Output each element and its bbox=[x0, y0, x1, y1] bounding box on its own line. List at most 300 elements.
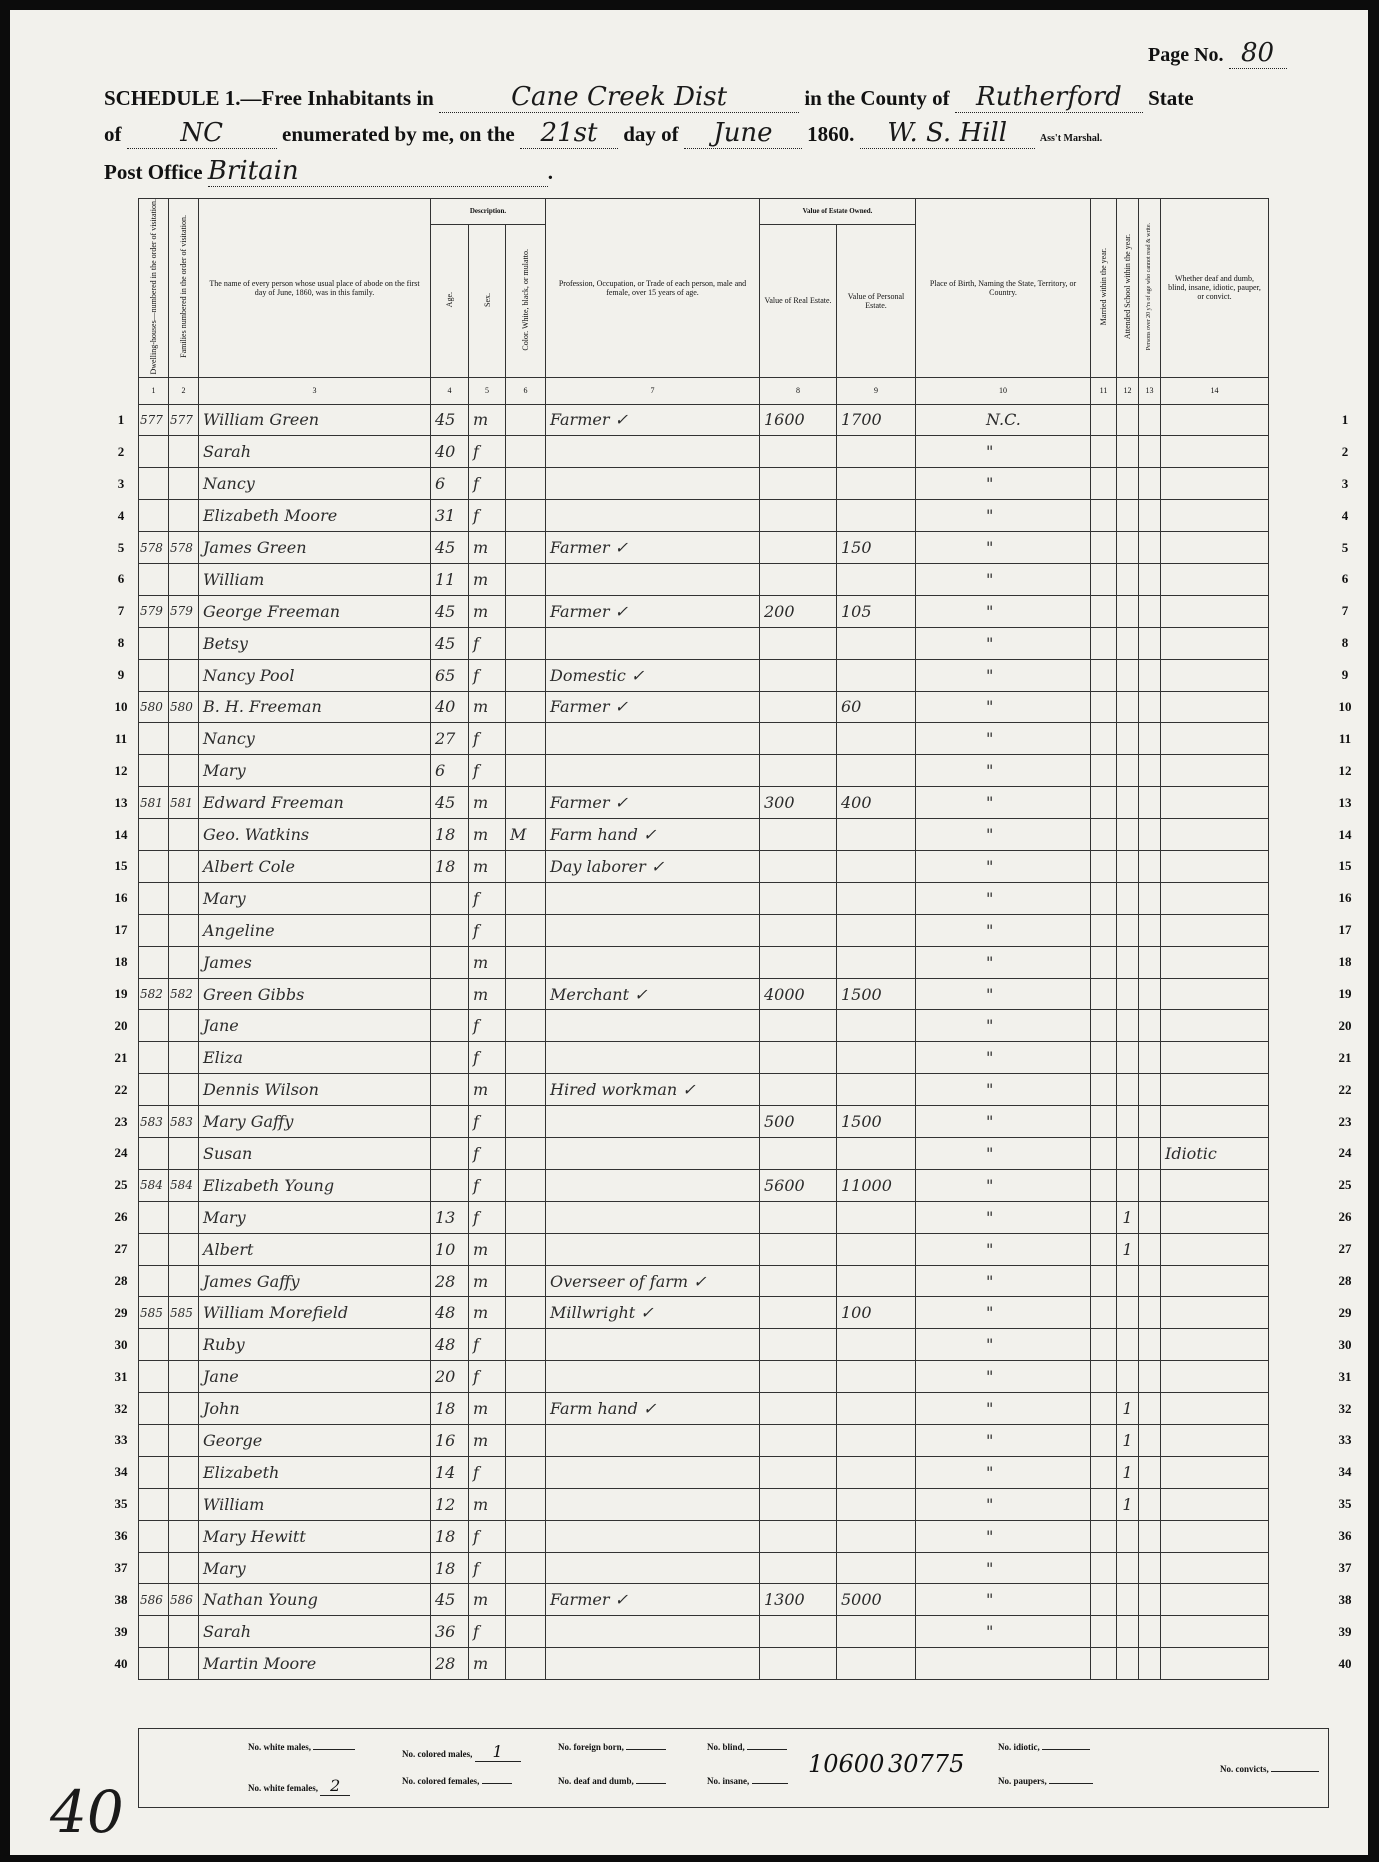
real-estate-cell bbox=[760, 500, 837, 532]
family-cell bbox=[169, 1074, 199, 1106]
dwelling-cell bbox=[139, 1265, 169, 1297]
married-cell bbox=[1091, 1106, 1117, 1138]
family-cell bbox=[169, 882, 199, 914]
total-colored-males: No. colored males, 1 bbox=[402, 1742, 521, 1762]
infirmity-cell bbox=[1161, 691, 1269, 723]
real-estate-cell: 500 bbox=[760, 1106, 837, 1138]
dwelling-cell: 580 bbox=[139, 691, 169, 723]
infirmity-cell bbox=[1161, 1201, 1269, 1233]
color-cell bbox=[506, 1329, 546, 1361]
dwelling-cell bbox=[139, 851, 169, 883]
age-cell: 12 bbox=[431, 1488, 469, 1520]
school-cell bbox=[1117, 563, 1139, 595]
sex-cell: f bbox=[469, 755, 506, 787]
sex-cell: f bbox=[469, 1201, 506, 1233]
illiterate-cell bbox=[1139, 723, 1161, 755]
row-number-left: 3 bbox=[117, 475, 125, 491]
table-row bbox=[139, 1074, 1269, 1106]
family-cell bbox=[169, 563, 199, 595]
total-personal-estate: 30775 bbox=[888, 1750, 965, 1778]
birthplace-cell: " bbox=[916, 1265, 1091, 1297]
row-number-left: 13 bbox=[114, 794, 128, 810]
family-cell bbox=[169, 1329, 199, 1361]
sex-cell: f bbox=[469, 468, 506, 500]
infirmity-cell bbox=[1161, 1233, 1269, 1265]
occupation-cell bbox=[546, 468, 760, 500]
table-row bbox=[139, 1169, 1269, 1201]
row-number-right: 1 bbox=[1341, 411, 1349, 427]
infirmity-cell bbox=[1161, 1393, 1269, 1425]
illiterate-cell bbox=[1139, 627, 1161, 659]
personal-estate-cell bbox=[837, 1042, 916, 1074]
married-cell bbox=[1091, 851, 1117, 883]
table-row bbox=[139, 946, 1269, 978]
infirmity-cell bbox=[1161, 914, 1269, 946]
sex-cell: m bbox=[469, 1297, 506, 1329]
real-estate-cell bbox=[760, 1520, 837, 1552]
table-row bbox=[139, 787, 1269, 819]
married-cell bbox=[1091, 627, 1117, 659]
personal-estate-cell bbox=[837, 627, 916, 659]
dwelling-cell: 577 bbox=[139, 404, 169, 436]
school-cell bbox=[1117, 1361, 1139, 1393]
table-row bbox=[139, 1106, 1269, 1138]
real-estate-cell bbox=[760, 1456, 837, 1488]
marshal-field: W. S. Hill bbox=[860, 118, 1035, 149]
dwelling-cell bbox=[139, 1361, 169, 1393]
family-cell bbox=[169, 627, 199, 659]
row-number-right: 9 bbox=[1341, 667, 1349, 683]
age-cell: 45 bbox=[431, 595, 469, 627]
married-cell bbox=[1091, 882, 1117, 914]
married-cell bbox=[1091, 1361, 1117, 1393]
col-head-real-estate: Value of Real Estate. bbox=[760, 225, 837, 377]
real-estate-cell bbox=[760, 946, 837, 978]
infirmity-cell bbox=[1161, 1584, 1269, 1616]
row-number-right: 13 bbox=[1338, 794, 1352, 810]
sex-cell: f bbox=[469, 1169, 506, 1201]
name-cell: Sarah bbox=[199, 1616, 431, 1648]
table-row bbox=[139, 1265, 1269, 1297]
sex-cell: f bbox=[469, 659, 506, 691]
table-row bbox=[139, 436, 1269, 468]
row-number-right: 20 bbox=[1338, 1017, 1352, 1033]
married-cell bbox=[1091, 500, 1117, 532]
dwelling-cell: 584 bbox=[139, 1169, 169, 1201]
table-row bbox=[139, 1361, 1269, 1393]
personal-estate-cell: 11000 bbox=[837, 1169, 916, 1201]
infirmity-cell: Idiotic bbox=[1161, 1138, 1269, 1170]
dwelling-cell bbox=[139, 468, 169, 500]
of-label: of bbox=[104, 122, 122, 146]
row-number-left: 19 bbox=[114, 986, 128, 1001]
dwelling-cell bbox=[139, 819, 169, 851]
column-number: 6 bbox=[506, 377, 546, 404]
personal-estate-cell: 105 bbox=[837, 595, 916, 627]
table-row bbox=[139, 1425, 1269, 1457]
table-row bbox=[139, 1584, 1269, 1616]
col-head-married: Married within the year. bbox=[1091, 199, 1117, 378]
birthplace-cell: " bbox=[916, 882, 1091, 914]
row-number-left: 20 bbox=[114, 1017, 128, 1033]
married-cell bbox=[1091, 1329, 1117, 1361]
birthplace-cell: " bbox=[916, 691, 1091, 723]
dwelling-cell bbox=[139, 1233, 169, 1265]
schedule-line bbox=[104, 82, 1194, 113]
state-label: State bbox=[1148, 86, 1194, 110]
birthplace-cell: " bbox=[916, 946, 1091, 978]
occupation-cell bbox=[546, 1201, 760, 1233]
col-head-age: Age. bbox=[431, 225, 469, 377]
color-cell bbox=[506, 627, 546, 659]
name-cell: William Green bbox=[199, 404, 431, 436]
row-number-right: 29 bbox=[1338, 1304, 1352, 1320]
column-number: 4 bbox=[431, 377, 469, 404]
married-cell bbox=[1091, 1425, 1117, 1457]
sex-cell: m bbox=[469, 1393, 506, 1425]
age-cell: 18 bbox=[431, 1520, 469, 1552]
infirmity-cell bbox=[1161, 468, 1269, 500]
row-number-right: 8 bbox=[1341, 635, 1349, 651]
real-estate-cell bbox=[760, 755, 837, 787]
row-number-right: 26 bbox=[1338, 1209, 1352, 1225]
married-cell bbox=[1091, 659, 1117, 691]
birthplace-cell: " bbox=[916, 1616, 1091, 1648]
real-estate-cell: 1300 bbox=[760, 1584, 837, 1616]
age-cell: 10 bbox=[431, 1233, 469, 1265]
color-cell: M bbox=[506, 819, 546, 851]
row-number-right: 3 bbox=[1341, 475, 1349, 491]
family-cell bbox=[169, 851, 199, 883]
color-cell bbox=[506, 787, 546, 819]
birthplace-cell: " bbox=[916, 563, 1091, 595]
age-cell: 13 bbox=[431, 1201, 469, 1233]
illiterate-cell bbox=[1139, 819, 1161, 851]
personal-estate-cell bbox=[837, 723, 916, 755]
family-cell bbox=[169, 659, 199, 691]
row-number-left: 21 bbox=[114, 1049, 128, 1065]
personal-estate-cell bbox=[837, 1488, 916, 1520]
birthplace-cell: " bbox=[916, 1297, 1091, 1329]
name-cell: Ruby bbox=[199, 1329, 431, 1361]
married-cell bbox=[1091, 1201, 1117, 1233]
row-number-left: 15 bbox=[114, 858, 128, 874]
real-estate-cell bbox=[760, 1297, 837, 1329]
family-cell bbox=[169, 1233, 199, 1265]
occupation-cell bbox=[546, 914, 760, 946]
school-cell bbox=[1117, 1552, 1139, 1584]
year-label: 1860. bbox=[807, 122, 855, 146]
real-estate-cell bbox=[760, 1425, 837, 1457]
color-cell bbox=[506, 659, 546, 691]
color-cell bbox=[506, 978, 546, 1010]
table-row bbox=[139, 627, 1269, 659]
real-estate-cell bbox=[760, 1042, 837, 1074]
school-cell bbox=[1117, 1329, 1139, 1361]
occupation-cell bbox=[546, 1169, 760, 1201]
row-number-right: 21 bbox=[1338, 1049, 1352, 1065]
school-cell bbox=[1117, 1106, 1139, 1138]
sex-cell: f bbox=[469, 1552, 506, 1584]
occupation-cell bbox=[546, 1361, 760, 1393]
color-cell bbox=[506, 1138, 546, 1170]
infirmity-cell bbox=[1161, 1488, 1269, 1520]
school-cell bbox=[1117, 691, 1139, 723]
age-cell bbox=[431, 914, 469, 946]
name-cell: Edward Freeman bbox=[199, 787, 431, 819]
county-label: in the County of bbox=[804, 86, 950, 110]
birthplace-cell: " bbox=[916, 436, 1091, 468]
column-number: 11 bbox=[1091, 377, 1117, 404]
color-cell bbox=[506, 723, 546, 755]
column-number: 3 bbox=[199, 377, 431, 404]
row-number-right: 34 bbox=[1338, 1464, 1352, 1480]
illiterate-cell bbox=[1139, 691, 1161, 723]
real-estate-cell bbox=[760, 691, 837, 723]
row-number-left: 30 bbox=[114, 1336, 128, 1352]
illiterate-cell bbox=[1139, 532, 1161, 564]
married-cell bbox=[1091, 914, 1117, 946]
school-cell bbox=[1117, 978, 1139, 1010]
married-cell bbox=[1091, 755, 1117, 787]
real-estate-cell bbox=[760, 882, 837, 914]
birthplace-cell: " bbox=[916, 1233, 1091, 1265]
row-number-left: 38 bbox=[114, 1591, 128, 1607]
infirmity-cell bbox=[1161, 1616, 1269, 1648]
family-cell: 586 bbox=[169, 1584, 199, 1616]
personal-estate-cell bbox=[837, 659, 916, 691]
occupation-cell: Millwright ✓ bbox=[546, 1297, 760, 1329]
total-convicts: No. convicts, bbox=[1220, 1764, 1319, 1774]
name-cell: William Morefield bbox=[199, 1297, 431, 1329]
table-row bbox=[139, 659, 1269, 691]
dwelling-cell bbox=[139, 1520, 169, 1552]
table-row bbox=[139, 532, 1269, 564]
family-cell bbox=[169, 1425, 199, 1457]
personal-estate-cell bbox=[837, 1552, 916, 1584]
married-cell bbox=[1091, 595, 1117, 627]
name-cell: Martin Moore bbox=[199, 1648, 431, 1680]
totals-frame bbox=[138, 1728, 1329, 1808]
school-cell bbox=[1117, 468, 1139, 500]
personal-estate-cell bbox=[837, 1425, 916, 1457]
school-cell bbox=[1117, 1169, 1139, 1201]
color-cell bbox=[506, 404, 546, 436]
table-row bbox=[139, 1648, 1269, 1680]
color-cell bbox=[506, 500, 546, 532]
table-row bbox=[139, 1042, 1269, 1074]
total-paupers: No. paupers, bbox=[998, 1776, 1093, 1786]
personal-estate-cell bbox=[837, 1520, 916, 1552]
post-office-field: Britain bbox=[208, 156, 548, 187]
column-number: 7 bbox=[546, 377, 760, 404]
sex-cell: m bbox=[469, 1265, 506, 1297]
infirmity-cell bbox=[1161, 627, 1269, 659]
married-cell bbox=[1091, 1616, 1117, 1648]
infirmity-cell bbox=[1161, 851, 1269, 883]
married-cell bbox=[1091, 1233, 1117, 1265]
name-cell: Albert Cole bbox=[199, 851, 431, 883]
column-number: 2 bbox=[169, 377, 199, 404]
sex-cell: f bbox=[469, 1616, 506, 1648]
school-cell bbox=[1117, 787, 1139, 819]
row-number-right: 40 bbox=[1338, 1655, 1352, 1671]
school-cell bbox=[1117, 1074, 1139, 1106]
married-cell bbox=[1091, 1456, 1117, 1488]
table-row bbox=[139, 1456, 1269, 1488]
age-cell: 45 bbox=[431, 787, 469, 819]
row-number-right: 35 bbox=[1338, 1496, 1352, 1512]
name-cell: Green Gibbs bbox=[199, 978, 431, 1010]
row-number-right: 36 bbox=[1338, 1528, 1352, 1544]
occupation-cell: Merchant ✓ bbox=[546, 978, 760, 1010]
age-cell bbox=[431, 946, 469, 978]
age-cell: 45 bbox=[431, 1584, 469, 1616]
school-cell bbox=[1117, 1520, 1139, 1552]
sex-cell: m bbox=[469, 851, 506, 883]
family-cell bbox=[169, 914, 199, 946]
illiterate-cell bbox=[1139, 1042, 1161, 1074]
name-cell: Jane bbox=[199, 1361, 431, 1393]
birthplace-cell: " bbox=[916, 595, 1091, 627]
color-cell bbox=[506, 882, 546, 914]
row-number-right: 11 bbox=[1338, 730, 1352, 746]
color-cell bbox=[506, 1297, 546, 1329]
infirmity-cell bbox=[1161, 787, 1269, 819]
illiterate-cell bbox=[1139, 1616, 1161, 1648]
name-cell: Elizabeth Young bbox=[199, 1169, 431, 1201]
color-cell bbox=[506, 1361, 546, 1393]
infirmity-cell bbox=[1161, 563, 1269, 595]
name-cell: Geo. Watkins bbox=[199, 819, 431, 851]
table-row bbox=[139, 1329, 1269, 1361]
table-row bbox=[139, 595, 1269, 627]
real-estate-cell bbox=[760, 1329, 837, 1361]
real-estate-cell bbox=[760, 1361, 837, 1393]
real-estate-cell: 4000 bbox=[760, 978, 837, 1010]
real-estate-cell bbox=[760, 563, 837, 595]
sex-cell: f bbox=[469, 1042, 506, 1074]
sex-cell: f bbox=[469, 1361, 506, 1393]
school-cell bbox=[1117, 1042, 1139, 1074]
dwelling-cell bbox=[139, 1329, 169, 1361]
total-insane: No. insane, bbox=[707, 1776, 788, 1786]
illiterate-cell bbox=[1139, 500, 1161, 532]
occupation-cell: Farmer ✓ bbox=[546, 532, 760, 564]
table-row bbox=[139, 1616, 1269, 1648]
color-cell bbox=[506, 691, 546, 723]
family-cell bbox=[169, 946, 199, 978]
married-cell bbox=[1091, 1138, 1117, 1170]
illiterate-cell bbox=[1139, 1329, 1161, 1361]
infirmity-cell bbox=[1161, 882, 1269, 914]
birthplace-cell: " bbox=[916, 978, 1091, 1010]
enumerated-label: enumerated by me, on the bbox=[282, 122, 515, 146]
school-cell bbox=[1117, 1584, 1139, 1616]
dwelling-cell bbox=[139, 563, 169, 595]
dwelling-cell bbox=[139, 946, 169, 978]
col-head-school: Attended School within the year. bbox=[1117, 199, 1139, 378]
illiterate-cell bbox=[1139, 563, 1161, 595]
school-cell bbox=[1117, 882, 1139, 914]
birthplace-cell: " bbox=[916, 1201, 1091, 1233]
infirmity-cell bbox=[1161, 978, 1269, 1010]
row-number-left: 40 bbox=[114, 1655, 128, 1671]
age-cell: 18 bbox=[431, 1393, 469, 1425]
school-cell: 1 bbox=[1117, 1393, 1139, 1425]
family-cell bbox=[169, 1361, 199, 1393]
personal-estate-cell bbox=[837, 1361, 916, 1393]
color-cell bbox=[506, 1520, 546, 1552]
family-cell bbox=[169, 1042, 199, 1074]
birthplace-cell: " bbox=[916, 914, 1091, 946]
row-number-left: 18 bbox=[114, 954, 128, 970]
census-table bbox=[138, 198, 1269, 1680]
school-cell bbox=[1117, 723, 1139, 755]
school-cell bbox=[1117, 1648, 1139, 1680]
married-cell bbox=[1091, 563, 1117, 595]
row-number-right: 7 bbox=[1341, 603, 1349, 619]
personal-estate-cell bbox=[837, 882, 916, 914]
row-number-left: 1 bbox=[117, 411, 125, 427]
table-row bbox=[139, 755, 1269, 787]
married-cell bbox=[1091, 1074, 1117, 1106]
table-row bbox=[139, 563, 1269, 595]
table-row bbox=[139, 1138, 1269, 1170]
dwelling-cell bbox=[139, 1552, 169, 1584]
color-cell bbox=[506, 1552, 546, 1584]
name-cell: Jane bbox=[199, 1010, 431, 1042]
occupation-cell bbox=[546, 1648, 760, 1680]
school-cell bbox=[1117, 1265, 1139, 1297]
dwelling-cell bbox=[139, 723, 169, 755]
married-cell bbox=[1091, 691, 1117, 723]
row-number-right: 28 bbox=[1338, 1273, 1352, 1289]
family-cell bbox=[169, 819, 199, 851]
color-cell bbox=[506, 1393, 546, 1425]
dwelling-cell bbox=[139, 1425, 169, 1457]
row-number-right: 19 bbox=[1338, 986, 1352, 1001]
column-number: 8 bbox=[760, 377, 837, 404]
family-cell: 583 bbox=[169, 1106, 199, 1138]
married-cell bbox=[1091, 1552, 1117, 1584]
birthplace-cell: " bbox=[916, 1074, 1091, 1106]
row-number-right: 37 bbox=[1338, 1560, 1352, 1576]
col-head-dwelling: Dwelling-houses—numbered in the order of visitation. bbox=[139, 199, 169, 378]
illiterate-cell bbox=[1139, 946, 1161, 978]
table-row bbox=[139, 691, 1269, 723]
total-deaf-dumb: No. deaf and dumb, bbox=[558, 1776, 666, 1786]
illiterate-cell bbox=[1139, 1488, 1161, 1520]
real-estate-cell bbox=[760, 723, 837, 755]
name-cell: Mary Gaffy bbox=[199, 1106, 431, 1138]
real-estate-cell bbox=[760, 468, 837, 500]
col-head-description: Description. bbox=[431, 199, 546, 225]
birthplace-cell: " bbox=[916, 787, 1091, 819]
school-cell bbox=[1117, 1010, 1139, 1042]
family-cell bbox=[169, 500, 199, 532]
color-cell bbox=[506, 851, 546, 883]
dwelling-cell bbox=[139, 627, 169, 659]
infirmity-cell bbox=[1161, 1297, 1269, 1329]
row-number-right: 6 bbox=[1341, 571, 1349, 587]
dwelling-cell bbox=[139, 882, 169, 914]
school-cell bbox=[1117, 627, 1139, 659]
row-number-right: 16 bbox=[1338, 890, 1352, 906]
illiterate-cell bbox=[1139, 1201, 1161, 1233]
illiterate-cell bbox=[1139, 1584, 1161, 1616]
infirmity-cell bbox=[1161, 532, 1269, 564]
